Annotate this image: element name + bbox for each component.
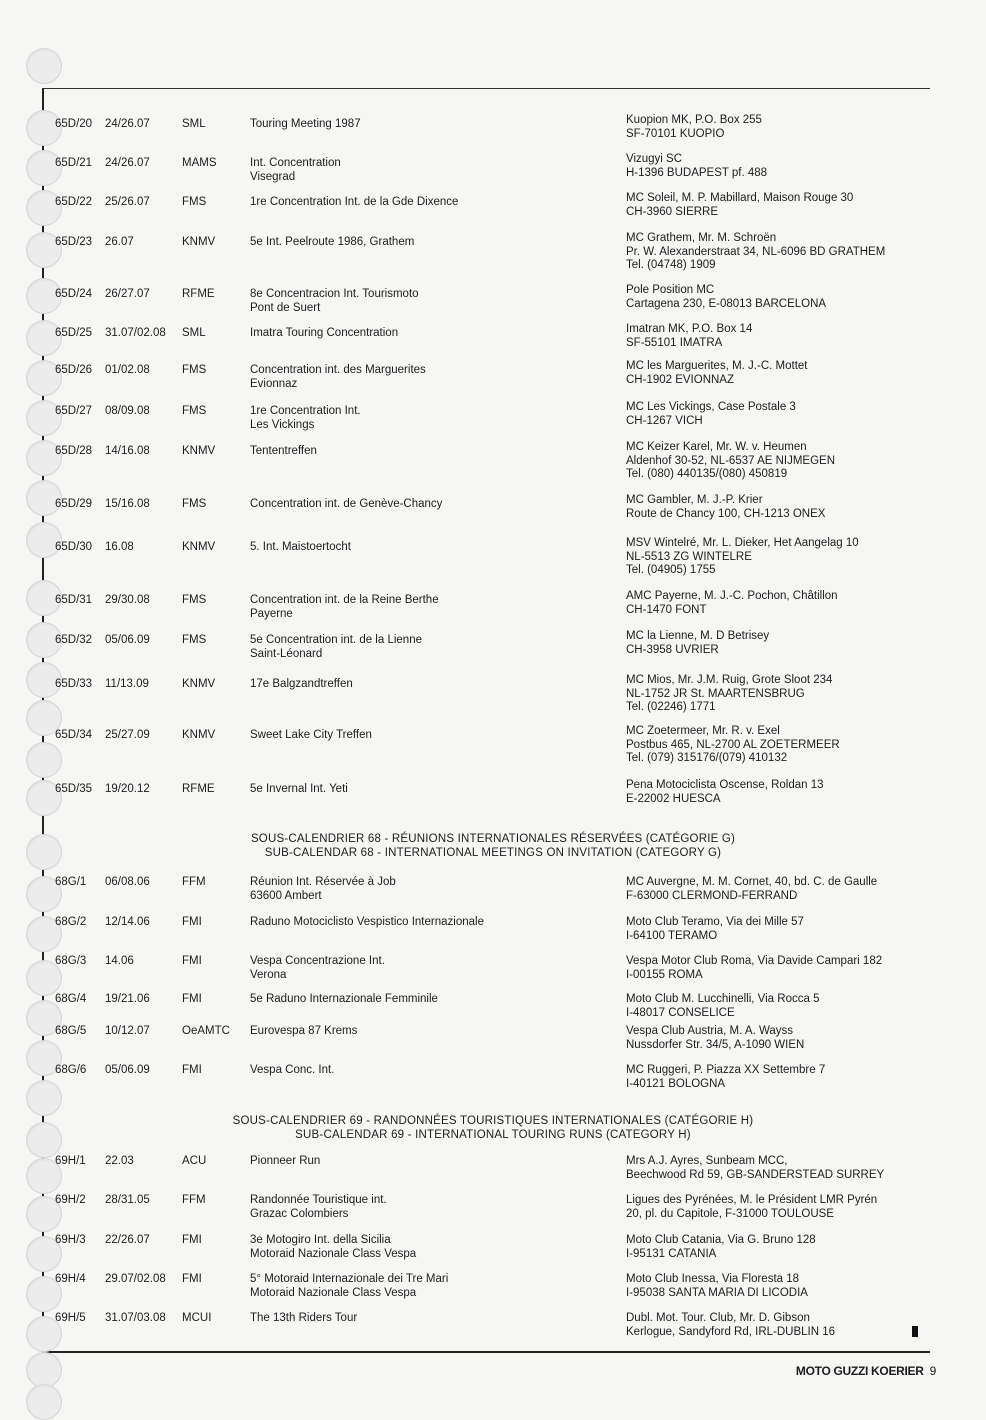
event-date: 29.07/02.08 [105, 1273, 166, 1285]
event-code: 65D/29 [55, 498, 93, 510]
event-code: 65D/34 [55, 729, 93, 741]
event-date: 31.07/02.08 [105, 327, 166, 339]
event-name-line: 17e Balgzandtreffen [250, 678, 353, 690]
organizer-line: Kuopion MK, P.O. Box 255 [626, 114, 762, 126]
event-date: 11/13.09 [105, 678, 149, 690]
federation: FMS [182, 594, 207, 606]
event-date: 01/02.08 [105, 364, 150, 376]
event-name-line: The 13th Riders Tour [250, 1312, 358, 1324]
event-name-line: Pont de Suert [250, 301, 321, 314]
event-name-line: Touring Meeting 1987 [250, 118, 361, 130]
event-code: 65D/33 [55, 678, 93, 690]
event-name-line: Verona [250, 968, 287, 981]
federation: KNMV [182, 678, 216, 690]
event-name-line: Réunion Int. Réservée à Job [250, 876, 396, 888]
federation: FMI [182, 1273, 202, 1285]
event-date: 24/26.07 [105, 157, 150, 169]
federation: RFME [182, 288, 215, 300]
organizer-line: I-00155 ROMA [626, 968, 703, 981]
organizer-line: MC Soleil, M. P. Mabillard, Maison Rouge 30 [626, 192, 854, 204]
event-name-line: 5e Invernal Int. Yeti [250, 783, 348, 795]
federation: FMI [182, 1064, 202, 1076]
federation: FMI [182, 955, 202, 967]
organizer-line: Pr. W. Alexanderstraat 34, NL-6096 BD GRATHEM [626, 245, 886, 258]
event-name-line: Concentration int. des Marguerites [250, 364, 426, 376]
organizer-line: MC les Marguerites, M. J.-C. Mottet [626, 360, 808, 372]
event-code: 65D/27 [55, 405, 93, 417]
organizer-line: Tel. (079) 315176/(079) 410132 [626, 752, 788, 764]
federation: KNMV [182, 236, 216, 248]
organizer-line: F-63000 CLERMOND-FERRAND [626, 889, 798, 902]
federation: FFM [182, 1194, 206, 1206]
binder-hole [26, 1080, 62, 1116]
organizer-line: Aldenhof 30-52, NL-6537 AE NIJMEGEN [626, 454, 836, 467]
federation: FMS [182, 364, 207, 376]
event-name-line: Imatra Touring Concentration [250, 327, 399, 339]
event-name-line: Motoraid Nazionale Class Vespa [250, 1247, 417, 1260]
organizer-line: MC Gambler, M. J.-P. Krier [626, 494, 763, 506]
event-code: 65D/28 [55, 445, 93, 457]
section-68-title-fr: SOUS-CALENDRIER 68 - RÉUNIONS INTERNATIONALES RÉSERVÉES (CATÉGORIE G) [250, 833, 736, 845]
organizer-line: MC Zoetermeer, Mr. R. v. Exel [626, 725, 780, 737]
federation: FMI [182, 916, 202, 928]
organizer-line: Cartagena 230, E-08013 BARCELONA [626, 297, 827, 310]
event-name-line: Randonnée Touristique int. [250, 1194, 387, 1206]
federation: FMS [182, 405, 207, 417]
event-date: 10/12.07 [105, 1025, 150, 1037]
organizer-line: MC Les Vickings, Case Postale 3 [626, 401, 796, 413]
event-code: 65D/24 [55, 288, 93, 300]
event-name-line: 5. Int. Maistoertocht [250, 541, 351, 553]
organizer-line: Moto Club Inessa, Via Floresta 18 [626, 1273, 800, 1285]
federation: FMI [182, 1234, 202, 1246]
organizer-line: Tel. (02246) 1771 [626, 701, 716, 713]
organizer-line: SF-70101 KUOPIO [626, 127, 725, 140]
organizer-line: Vizugyi SC [626, 153, 683, 165]
page-number: 9 [929, 1364, 936, 1378]
organizer-line: H-1396 BUDAPEST pf. 488 [626, 166, 768, 179]
event-name-line: Evionnaz [250, 377, 298, 390]
event-date: 15/16.08 [105, 498, 150, 510]
event-code: 69H/4 [55, 1273, 86, 1285]
event-date: 24/26.07 [105, 118, 150, 130]
organizer-line: Dubl. Mot. Tour. Club, Mr. D. Gibson [626, 1312, 810, 1324]
event-date: 14.06 [105, 955, 134, 967]
organizer-line: I-48017 CONSELICE [626, 1006, 735, 1019]
organizer-line: Postbus 465, NL-2700 AL ZOETERMEER [626, 738, 840, 751]
event-date: 19/20.12 [105, 783, 150, 795]
organizer-line: Tel. (04748) 1909 [626, 259, 716, 271]
federation: MCUI [182, 1312, 212, 1324]
organizer-line: Route de Chancy 100, CH-1213 ONEX [626, 507, 826, 520]
organizer-line: Vespa Club Austria, M. A. Wayss [626, 1025, 794, 1037]
binder-hole [26, 1352, 62, 1388]
organizer-line: MSV Wintelré, Mr. L. Dieker, Het Aangelag 10 [626, 537, 859, 549]
federation: FMS [182, 498, 207, 510]
event-code: 68G/4 [55, 993, 87, 1005]
organizer-line: I-95038 SANTA MARIA DI LICODIA [626, 1286, 808, 1299]
event-code: 69H/1 [55, 1155, 86, 1167]
organizer-line: Moto Club M. Lucchinelli, Via Rocca 5 [626, 993, 820, 1005]
event-date: 06/08.06 [105, 876, 150, 888]
organizer-line: MC Auvergne, M. M. Cornet, 40, bd. C. de Gaulle [626, 876, 878, 888]
organizer-line: Pena Motociclista Oscense, Roldan 13 [626, 779, 824, 791]
event-date: 19/21.06 [105, 993, 150, 1005]
event-name-line: 5e Int. Peelroute 1986, Grathem [250, 236, 415, 248]
event-code: 65D/31 [55, 594, 93, 606]
event-date: 28/31.05 [105, 1194, 150, 1206]
event-name-line: Grazac Colombiers [250, 1207, 349, 1220]
event-name-line: Vespa Conc. Int. [250, 1064, 335, 1076]
event-name-line: Payerne [250, 607, 293, 620]
event-name-line: Raduno Motociclisto Vespistico Internazionale [250, 916, 484, 928]
event-date: 31.07/03.08 [105, 1312, 166, 1324]
section-69-title-fr: SOUS-CALENDRIER 69 - RANDONNÉES TOURISTIQUES INTERNATIONALES (CATÉGORIE H) [232, 1115, 754, 1127]
organizer-line: Ligues des Pyrénées, M. le Président LMR Pyrén [626, 1194, 878, 1206]
event-name-line: 63600 Ambert [250, 889, 322, 902]
event-code: 65D/20 [55, 118, 93, 130]
event-name-line: 3e Motogiro Int. della Sicilia [250, 1234, 391, 1246]
event-code: 65D/23 [55, 236, 93, 248]
event-date: 22.03 [105, 1155, 134, 1167]
federation: MAMS [182, 157, 217, 169]
organizer-line: SF-55101 IMATRA [626, 336, 723, 349]
event-code: 68G/3 [55, 955, 87, 967]
organizer-line: AMC Payerne, M. J.-C. Pochon, Châtillon [626, 590, 838, 602]
federation: SML [182, 327, 206, 339]
organizer-line: I-40121 BOLOGNA [626, 1077, 726, 1090]
event-code: 69H/5 [55, 1312, 86, 1324]
organizer-line: Moto Club Catania, Via G. Bruno 128 [626, 1234, 816, 1246]
binder-hole [26, 1384, 62, 1420]
federation: OeAMTC [182, 1025, 230, 1037]
organizer-line: E-22002 HUESCA [626, 792, 721, 805]
organizer-line: MC Keizer Karel, Mr. W. v. Heumen [626, 441, 807, 453]
event-code: 65D/26 [55, 364, 93, 376]
organizer-line: Tel. (080) 440135/(080) 450819 [626, 468, 788, 480]
organizer-line: Kerlogue, Sandyford Rd, IRL-DUBLIN 16 [626, 1325, 836, 1338]
event-code: 65D/30 [55, 541, 93, 553]
page-footer [796, 1364, 936, 1378]
organizer-line: I-95131 CATANIA [626, 1247, 717, 1260]
event-name-line: Pionneer Run [250, 1155, 321, 1167]
event-date: 16.08 [105, 541, 134, 553]
event-code: 68G/5 [55, 1025, 87, 1037]
organizer-line: CH-1902 EVIONNAZ [626, 373, 735, 386]
event-name-line: Motoraid Nazionale Class Vespa [250, 1286, 417, 1299]
organizer-line: MC la Lienne, M. D Betrisey [626, 630, 770, 642]
event-name-line: Sweet Lake City Treffen [250, 729, 372, 741]
organizer-line: MC Mios, Mr. J.M. Ruig, Grote Sloot 234 [626, 674, 833, 686]
organizer-line: CH-3958 UVRIER [626, 643, 719, 656]
organizer-line: 20, pl. du Capitole, F-31000 TOULOUSE [626, 1207, 834, 1220]
federation: ACU [182, 1155, 207, 1167]
organizer-line: Nussdorfer Str. 34/5, A-1090 WIEN [626, 1038, 805, 1051]
federation: SML [182, 118, 206, 130]
event-name-line: Saint-Léonard [250, 647, 323, 660]
event-name-line: Tententreffen [250, 445, 317, 457]
page-frame [42, 88, 930, 1353]
organizer-line: NL-1752 JR St. MAARTENSBRUG [626, 687, 805, 700]
federation: KNMV [182, 541, 216, 553]
event-name-line: Vespa Concentrazione Int. [250, 955, 385, 967]
organizer-line: MC Ruggeri, P. Piazza XX Settembre 7 [626, 1064, 826, 1076]
federation: FMS [182, 196, 207, 208]
event-date: 25/26.07 [105, 196, 150, 208]
event-code: 68G/6 [55, 1064, 87, 1076]
binder-hole [26, 48, 62, 84]
organizer-line: I-64100 TERAMO [626, 929, 718, 942]
event-date: 05/06.09 [105, 634, 150, 646]
federation: KNMV [182, 729, 216, 741]
organizer-line: CH-1267 VICH [626, 414, 703, 427]
federation: KNMV [182, 445, 216, 457]
organizer-line: Moto Club Teramo, Via dei Mille 57 [626, 916, 804, 928]
federation: FMI [182, 993, 202, 1005]
event-name-line: 1re Concentration Int. de la Gde Dixence [250, 196, 459, 208]
organizer-line: CH-3960 SIERRE [626, 205, 719, 218]
event-name-line: Visegrad [250, 170, 296, 183]
organizer-line: Imatran MK, P.O. Box 14 [626, 323, 753, 335]
event-date: 26.07 [105, 236, 134, 248]
section-69-title-en: SUB-CALENDAR 69 - INTERNATIONAL TOURING RUNS (CATEGORY H) [295, 1129, 691, 1141]
binder-hole [26, 742, 62, 778]
event-date: 26/27.07 [105, 288, 150, 300]
event-name-line: 1re Concentration Int. [250, 405, 361, 417]
federation: RFME [182, 783, 215, 795]
event-code: 65D/35 [55, 783, 93, 795]
magazine-name: MOTO GUZZI KOERIER [795, 1364, 924, 1378]
organizer-line: MC Grathem, Mr. M. Schroën [626, 232, 777, 244]
organizer-line: NL-5513 ZG WINTELRE [626, 550, 752, 563]
organizer-line: CH-1470 FONT [626, 603, 707, 616]
federation: FMS [182, 634, 207, 646]
event-name-line: Int. Concentration [250, 157, 341, 169]
event-name-line: 5e Raduno Internazionale Femminile [250, 993, 438, 1005]
event-name-line: Les Vickings [250, 418, 315, 431]
event-code: 65D/32 [55, 634, 93, 646]
event-date: 25/27.09 [105, 729, 150, 741]
event-name-line: 5° Motoraid Internazionale dei Tre Mari [250, 1273, 449, 1285]
federation: FFM [182, 876, 206, 888]
organizer-line: Beechwood Rd 59, GB-SANDERSTEAD SURREY [626, 1168, 885, 1181]
event-code: 65D/21 [55, 157, 93, 169]
organizer-line: Vespa Motor Club Roma, Via Davide Campari 182 [626, 955, 883, 967]
event-name-line: Concentration int. de la Reine Berthe [250, 594, 439, 606]
end-mark [912, 1326, 918, 1337]
event-date: 05/06.09 [105, 1064, 150, 1076]
event-code: 69H/3 [55, 1234, 86, 1246]
organizer-line: Pole Position MC [626, 284, 715, 296]
event-date: 22/26.07 [105, 1234, 150, 1246]
event-name-line: 5e Concentration int. de la Lienne [250, 634, 422, 646]
event-code: 68G/1 [55, 876, 87, 888]
organizer-line: Tel. (04905) 1755 [626, 564, 716, 576]
organizer-line: Mrs A.J. Ayres, Sunbeam MCC, [626, 1155, 788, 1167]
event-code: 68G/2 [55, 916, 87, 928]
section-68-title-en: SUB-CALENDAR 68 - INTERNATIONAL MEETINGS ON INVITATION (CATEGORY G) [264, 847, 722, 859]
event-code: 65D/25 [55, 327, 93, 339]
event-code: 65D/22 [55, 196, 93, 208]
event-date: 14/16.08 [105, 445, 150, 457]
event-code: 69H/2 [55, 1194, 86, 1206]
event-name-line: 8e Concentracion Int. Tourismoto [250, 288, 419, 300]
event-name-line: Eurovespa 87 Krems [250, 1025, 358, 1037]
event-date: 29/30.08 [105, 594, 150, 606]
event-date: 08/09.08 [105, 405, 150, 417]
event-date: 12/14.06 [105, 916, 150, 928]
event-name-line: Concentration int. de Genève-Chancy [250, 498, 443, 510]
